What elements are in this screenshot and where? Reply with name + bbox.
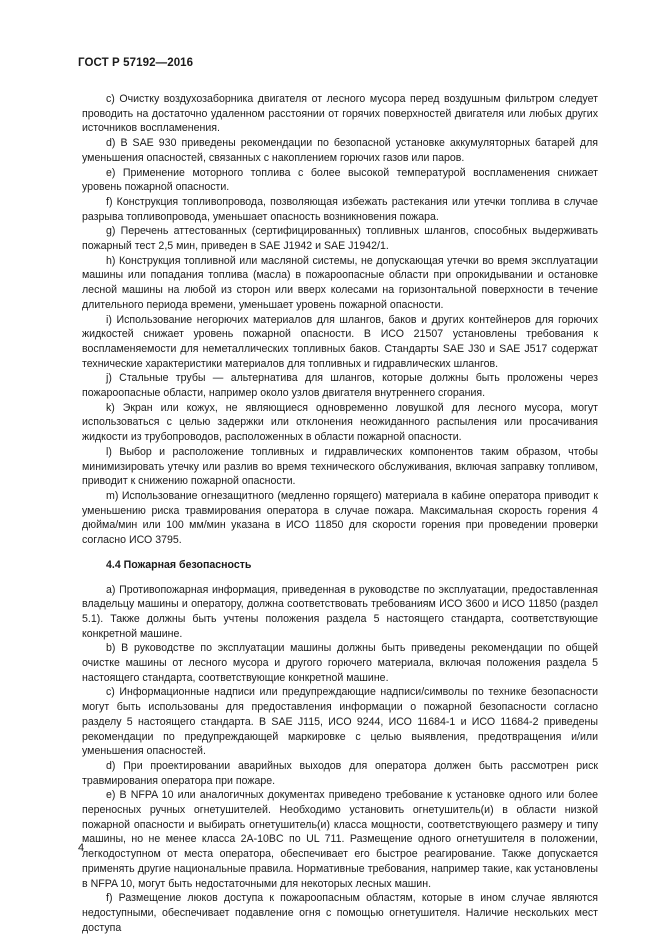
paragraph: f) Конструкция топливопровода, позволяющая избежать растекания или утечки топлива в случае разрыва топливопровода, уменьшает опасность возникновения пожара. [82, 195, 598, 223]
paragraph: j) Стальные трубы — альтернатива для шлангов, которые должны быть проложены через пожароопасные области, например около узлов двигателя внутреннего сгорания. [82, 372, 598, 400]
paragraph: f) Размещение люков доступа к пожароопасным областям, которые в ином случае являются недоступными, обеспечивает подавление огня с помощью огнетушителя. Наличие нескольких мест доступа [82, 892, 598, 934]
paragraph: i) Использование негорючих материалов для шлангов, баков и других контейнеров для горючих жидкостей снижает уровень пожарной опасности. В ИСО 21507 установлены требования к воспламеняемости для неметаллических топливных баков. Стандарты SAE J30 и SAE J517 содержат технические характеристики материалов для топливных и гидравлических шлангов. [82, 313, 598, 370]
paragraph: b) В руководстве по эксплуатации машины должны быть приведены рекомендации по общей очистке машины от лесного мусора и другого горючего материала, включая положения раздела 5 настоящего стандарта, соответствующие конкретной машине. [82, 642, 598, 684]
paragraph: d) При проектировании аварийных выходов для оператора должен быть рассмотрен риск травмирования оператора при пожаре. [82, 759, 598, 787]
section-heading: 4.4 Пожарная безопасность [106, 558, 252, 571]
page-number: 4 [78, 842, 85, 854]
paragraph: c) Информационные надписи или предупреждающие надписи/символы по технике безопасности могут быть использованы для предоставления информации о пожарной безопасности согласно разделу 5 настоящего стандарта. В SAE J115, ИСО 9244, ИСО 11684-1 и ИСО 11684-2 приведены рекомендации по предупреждающей маркировке с целью выявления, предотвращения и/или уменьшения опасностей. [82, 686, 598, 758]
paragraph: k) Экран или кожух, не являющиеся одновременно ловушкой для лесного мусора, могут использоваться с целью задержки или отклонения неожиданного распыления или просачивания жидкости из трубопроводов, расположенных в области пожарной опасности. [82, 401, 598, 444]
paragraph: a) Противопожарная информация, приведенная в руководстве по эксплуатации, предоставленная владельцу машины и оператору, должна соответствовать требованиям ИСО 3600 и ИСО 11850 (раздел 5.1). Также должны быть учтены положения раздела 5 настоящего стандарта, соответствующие конкретной машине. [82, 583, 598, 640]
paragraph: e) В NFPA 10 или аналогичных документах приведено требование к установке одного или более переносных ручных огнетушителей. Необходимо установить огнетушитель(и) в области низкой пожарной опасности и выбирать огнетушитель(и) класса мощности, соответствующего размеру и типу машины, но не менее класса 2A-10BC по UL 711. Размещение одного огнетушителя в положении, легкодоступном от места оператора, обеспечивает его быстрое реагирование. Также допускается применять другие национальные правила. Нормативные требования, например такие, как установлены в NFPA 10, могут быть недостаточными для некоторых лесных машин. [82, 789, 598, 890]
paragraph: g) Перечень аттестованных (сертифицированных) топливных шлангов, способных выдерживать пожарный тест 2,5 мин, приведен в SAE J1942 и SAE J1942/1. [82, 225, 598, 253]
paragraph: d) В SAE 930 приведены рекомендации по безопасной установке аккумуляторных батарей для уменьшения опасностей, связанных с накоплением горючих газов или паров. [82, 137, 598, 164]
paragraph: m) Использование огнезащитного (медленно горящего) материала в кабине оператора приводит к уменьшению риска травмирования оператора в случае пожара. Максимальная скорость горения 4 дюйма/мин или 100 мм/мин указана в ИСО 11850 для скорости горения при проведении проверки согласно ИСО 3795. [82, 489, 598, 547]
page-content [82, 92, 598, 935]
document-header: ГОСТ Р 57192—2016 [78, 57, 194, 69]
paragraph: l) Выбор и расположение топливных и гидравлических компонентов таким образом, чтобы минимизировать утечку или разлив во время технического обслуживания, включая заправку топливом, приводит к снижению пожарной опасности. [82, 445, 598, 488]
paragraph: c) Очистку воздухозаборника двигателя от лесного мусора перед воздушным фильтром следует проводить на достаточно удаленном расстоянии от горячих поверхностей двигателя или любых других источников воспламенения. [82, 93, 598, 135]
paragraph: h) Конструкция топливной или масляной системы, не допускающая утечки во время эксплуатации машины или попадания топлива (масла) в пожароопасные области при опрокидывании и остановке лесной машины на любой из сторон или вверх колесами на горизонтальной поверхности в течение длительного периода времени, уменьшает уровень пожарной опасности. [82, 254, 598, 311]
paragraph: e) Применение моторного топлива с более высокой температурой воспламенения снижает уровень пожарной опасности. [82, 166, 598, 194]
